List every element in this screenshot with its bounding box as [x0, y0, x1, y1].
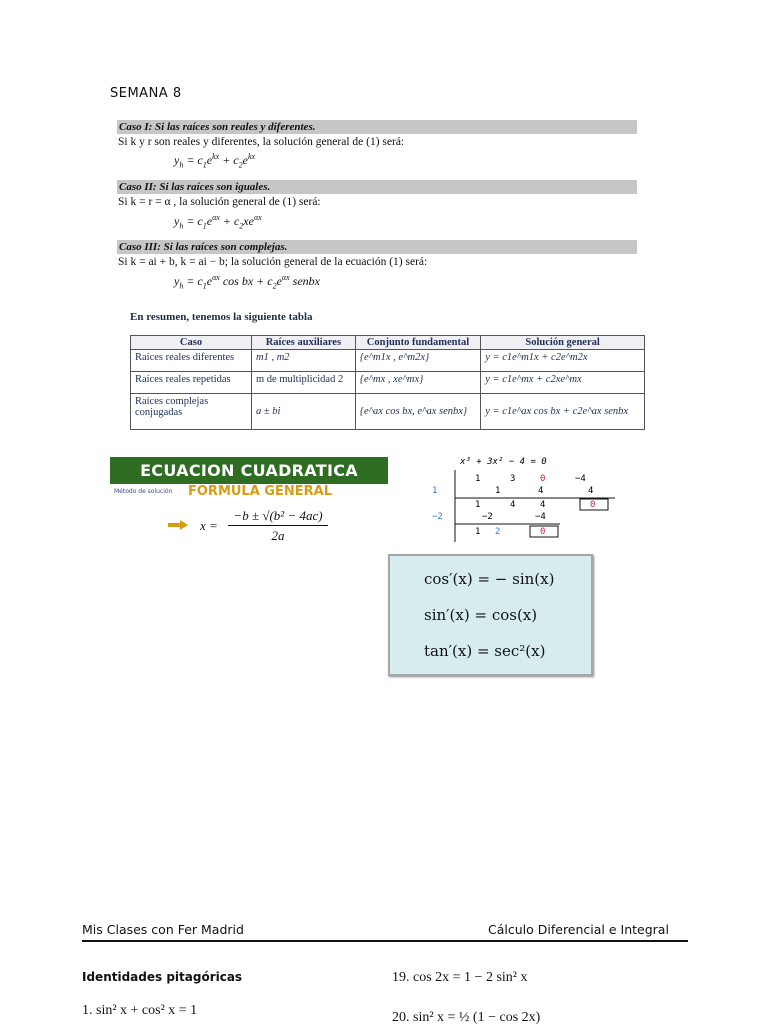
header-raices: Raíces auxiliares	[252, 336, 356, 350]
derivatives-box	[388, 554, 593, 676]
synthetic-cell: 0	[540, 527, 546, 537]
table-cell: {e^mx , xe^mx}	[355, 372, 480, 394]
synthetic-division	[420, 454, 620, 544]
synthetic-cell: −4	[535, 512, 546, 522]
synthetic-cell: 4	[538, 486, 544, 496]
synthetic-divisor: −2	[432, 512, 443, 522]
case-3-equation: $y_h = c_1e^{\alpha x}$ cos bx + $c_2e^{\alpha x}$ senbx	[174, 273, 320, 291]
synthetic-cell: 0	[540, 474, 546, 484]
table-cell: Raíces reales repetidas	[131, 372, 252, 394]
table-row	[131, 372, 645, 394]
derivative-sin: sin′(x) = cos(x)	[424, 606, 538, 624]
table-header-row	[131, 336, 645, 350]
synthetic-cell: 4	[588, 486, 594, 496]
formula-lhs: x =	[200, 518, 218, 533]
synthetic-cell: 1	[475, 527, 481, 537]
case-2-title: Caso II: Si las raíces son iguales.	[117, 180, 637, 194]
case-1-equation: $y_h = c_1e^{kx} + c_2e^{kx}$	[174, 152, 256, 170]
synthetic-cell: −2	[482, 512, 493, 522]
table-cell: y = c1e^m1x + c2e^m2x	[481, 350, 645, 372]
table-cell: {e^m1x , e^m2x}	[355, 350, 480, 372]
table-cell: a ± bi	[252, 394, 356, 430]
footer-divider	[82, 940, 688, 942]
method-name: FORMULA GENERAL	[188, 484, 332, 499]
summary-intro: En resumen, tenemos la siguiente tabla	[130, 311, 313, 323]
header-caso: Caso	[131, 336, 252, 350]
case-2-text: Si k = r = α , la solución general de (1) será:	[118, 196, 321, 208]
formula-numerator: −b ± √(b² − 4ac)	[233, 508, 323, 523]
identities-title: Identidades pitagóricas	[82, 970, 243, 984]
table-cell: y = c1e^ax cos bx + c2e^ax senbx	[481, 394, 645, 430]
header-conjunto: Conjunto fundamental	[355, 336, 480, 350]
derivative-tan: tan′(x) = sec²(x)	[424, 642, 546, 660]
synthetic-cell: 3	[510, 474, 516, 484]
synthetic-cell: 2	[495, 527, 501, 537]
method-label: Método de solución	[114, 488, 173, 495]
synthetic-cell: 1	[475, 474, 481, 484]
arrow-right-icon	[168, 520, 188, 530]
summary-table	[130, 335, 645, 430]
header-solucion: Solución general	[481, 336, 645, 350]
identity-item-1: 1. sin² x + cos² x = 1	[82, 1003, 198, 1018]
quadratic-banner: ECUACION CUADRATICA	[110, 457, 388, 484]
table-cell: m de multiplicidad 2	[252, 372, 356, 394]
synthetic-cell: −4	[575, 474, 586, 484]
identity-item-20: 20. sin² x = ½ (1 − cos 2x)	[392, 1010, 541, 1025]
case-1-text: Si k y r son reales y diferentes, la solución general de (1) será:	[118, 136, 405, 148]
synthetic-cell: 4	[540, 500, 546, 510]
case-3-title: Caso III: Si las raíces son complejas.	[117, 240, 637, 254]
formula-denominator: 2a	[271, 528, 285, 543]
table-cell: {e^ax cos bx, e^ax senbx}	[355, 394, 480, 430]
derivative-cos: cos′(x) = − sin(x)	[424, 570, 555, 588]
footer-course: Cálculo Diferencial e Integral	[488, 922, 669, 937]
table-row	[131, 394, 645, 430]
case-2-equation: $y_h = c_1e^{\alpha x} + c_2xe^{\alpha x}$	[174, 213, 262, 231]
identity-item-19: 19. cos 2x = 1 − 2 sin² x	[392, 970, 528, 985]
case-3-text: Si k = ai + b, k = ai − b; la solución general de la ecuación (1) será:	[118, 256, 428, 268]
fraction-bar	[228, 525, 328, 526]
synthetic-cell: 0	[590, 500, 596, 510]
table-cell: Raíces reales diferentes	[131, 350, 252, 372]
table-row	[131, 350, 645, 372]
synthetic-equation: x³ + 3x² − 4 = 0	[460, 457, 547, 467]
table-cell: Raíces complejas conjugadas	[131, 394, 252, 430]
case-1-title: Caso I: Si las raíces son reales y diferentes.	[117, 120, 637, 134]
synthetic-divisor: 1	[432, 486, 438, 496]
synthetic-cell: 1	[495, 486, 501, 496]
synthetic-cell: 1	[475, 500, 481, 510]
footer-author: Mis Clases con Fer Madrid	[82, 922, 244, 937]
synthetic-cell: 4	[510, 500, 516, 510]
table-cell: m1 , m2	[252, 350, 356, 372]
table-cell: y = c1e^mx + c2xe^mx	[481, 372, 645, 394]
page-heading: SEMANA 8	[110, 86, 182, 101]
